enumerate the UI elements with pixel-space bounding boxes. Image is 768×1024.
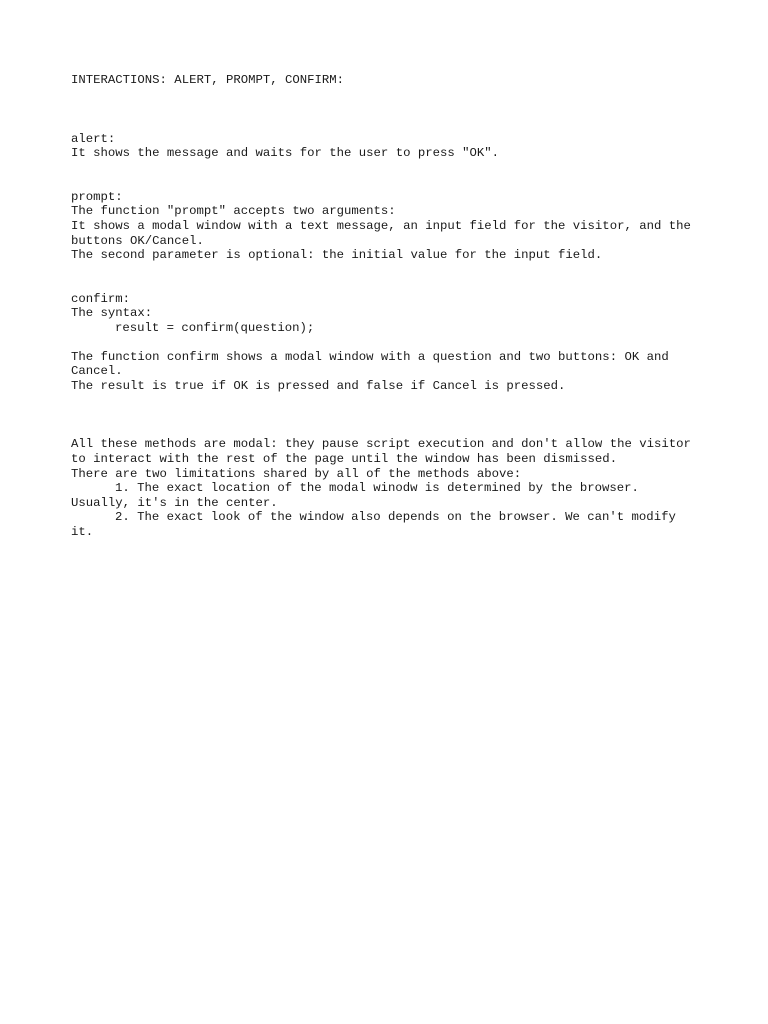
limitation-item-2-text: 2. The exact look of the window also depends on the browser. We can't modify it.: [71, 510, 684, 539]
document-body: [71, 73, 701, 539]
limitation-item-1-text: 1. The exact location of the modal winodw is determined by the browser. Usually, it's in the center.: [71, 481, 647, 510]
confirm-syntax-label: The syntax:: [71, 306, 153, 321]
prompt-heading: prompt:: [71, 189, 123, 204]
alert-description: It shows the message and waits for the user to press "OK".: [71, 146, 500, 161]
prompt-second-parameter: The second parameter is optional: the initial value for the input field.: [71, 248, 603, 263]
prompt-arguments-text: The function "prompt" accepts two arguments:: [71, 204, 396, 219]
limitations-intro: There are two limitations shared by all of the methods above:: [71, 466, 522, 481]
limitation-item-1: [71, 481, 701, 510]
limitation-item-2: [71, 510, 701, 539]
confirm-description: The function confirm shows a modal window with a question and two buttons: OK and Cancel.: [71, 349, 677, 379]
prompt-modal-description: It shows a modal window with a text message, an input field for the visitor, and the buttons OK/Cancel.: [71, 218, 699, 248]
document-title: INTERACTIONS: ALERT, PROMPT, CONFIRM:: [71, 73, 345, 87]
confirm-result-text: The result is true if OK is pressed and false if Cancel is pressed.: [71, 378, 566, 393]
alert-heading: alert:: [71, 131, 116, 146]
confirm-heading: confirm:: [71, 291, 131, 306]
confirm-syntax-code: result = confirm(question);: [115, 320, 315, 335]
modal-summary-paragraph: All these methods are modal: they pause script execution and don't allow the visitor to interact with the rest of the page until the window has been dismissed.: [71, 437, 699, 466]
